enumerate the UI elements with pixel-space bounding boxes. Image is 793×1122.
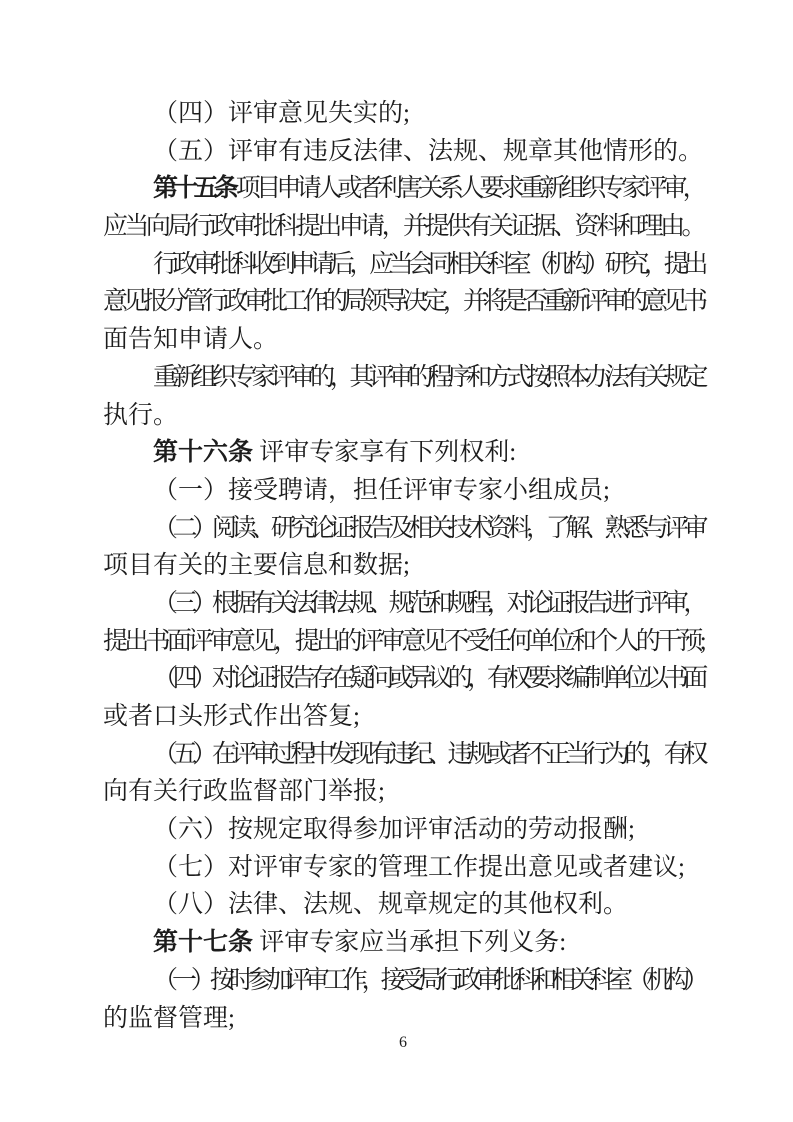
text-line [103, 170, 703, 208]
text-line [103, 849, 703, 887]
text-line [103, 623, 703, 661]
text-line [103, 1000, 703, 1038]
text-line [103, 924, 703, 962]
text-line-content [153, 246, 703, 284]
text-line-content [103, 547, 410, 585]
article-number: 第十六条 [153, 439, 254, 467]
text-line-content [153, 660, 703, 698]
text-line-content [153, 924, 566, 962]
text-segment: 向有关行政监督部门举报; [103, 778, 385, 806]
text-segment: 项目申请人或者利害关系人要求重新组织专家评审， [234, 175, 703, 203]
text-line-content [103, 698, 360, 736]
text-line [103, 283, 703, 321]
text-line [103, 397, 703, 435]
text-line [103, 660, 703, 698]
text-segment: （一）按时参加评审工作，接受局行政审批科和相关科室（机构） [153, 966, 703, 994]
text-segment: 评审专家应当承担下列义务: [253, 929, 567, 957]
text-segment: 应当向局行政审批科提出申请，并提供有关证据、资料和理由。 [103, 213, 703, 241]
text-segment: 或者口头形式作出答复; [103, 703, 360, 730]
text-line-content [153, 886, 628, 924]
article-number: 第十五条 [153, 175, 235, 203]
text-line-content [153, 133, 703, 171]
text-line [103, 962, 703, 1000]
text-line [103, 133, 703, 171]
text-line [103, 547, 703, 585]
text-line [103, 886, 703, 924]
document-body [103, 95, 703, 1037]
text-line [103, 321, 703, 359]
text-segment: 提出书面评审意见，提出的评审意见不受任何单位和个人的干预; [103, 627, 703, 655]
text-line [103, 510, 703, 548]
text-line-content [153, 359, 703, 397]
text-segment: 意见报分管行政审批工作的局领导决定，并将是否重新评审的意见书 [103, 288, 703, 316]
text-segment: 项目有关的主要信息和数据; [103, 552, 410, 580]
text-line-content [103, 1000, 235, 1038]
text-segment: （五）评审有违反法律、法规、规章其他情形的。 [153, 137, 703, 165]
text-line-content [153, 510, 703, 548]
text-segment: 重新组织专家评审的，其评审的程序和方式按照本办法有关规定 [153, 363, 703, 391]
text-line-content [103, 397, 178, 435]
page-number: 6 [399, 1034, 407, 1051]
text-line [103, 95, 703, 133]
text-line [103, 472, 703, 510]
text-line [103, 773, 703, 811]
text-line [103, 246, 703, 284]
text-segment: （四）对论证报告存在疑问或异议的，有权要求编制单位以书面 [153, 665, 703, 693]
text-segment: （一）接受聘请，担任评审专家小组成员; [153, 476, 610, 504]
text-line [103, 698, 703, 736]
text-segment: （五）在评审过程中发现有违纪、违规或者不正当行为的，有权 [153, 740, 703, 768]
text-segment: （七）对评审专家的管理工作提出意见或者建议; [153, 853, 685, 881]
text-line-content [103, 623, 703, 661]
text-line [103, 585, 703, 623]
text-segment: （三）根据有关法律法规、规范和规程，对论证报告进行评审， [153, 589, 703, 617]
text-line-content [103, 283, 703, 321]
article-number: 第十七条 [153, 929, 254, 957]
text-line [103, 359, 703, 397]
text-segment: （六）按规定取得参加评审活动的劳动报酬; [153, 816, 635, 844]
text-segment: （二）阅读、研究论证报告及相关技术资料，了解、熟悉与评审 [153, 514, 703, 542]
text-segment: （四）评审意见失实的; [153, 100, 410, 127]
text-line-content [153, 811, 635, 849]
text-segment: 行政审批科收到申请后，应当会同相关科室（机构）研究，提出 [153, 250, 703, 278]
text-segment: 的监督管理; [103, 1004, 235, 1032]
text-line [103, 811, 703, 849]
text-line-content [103, 208, 703, 246]
text-line [103, 434, 703, 472]
text-line [103, 736, 703, 774]
text-line-content [103, 321, 278, 359]
text-line-content [153, 736, 703, 774]
text-line-content [153, 95, 410, 133]
text-line-content [153, 962, 703, 1000]
text-segment: 面告知申请人。 [103, 326, 279, 354]
text-line [103, 208, 703, 246]
text-line-content [153, 849, 685, 887]
text-line-content [153, 585, 703, 623]
text-segment: （八）法律、法规、规章规定的其他权利。 [153, 891, 629, 919]
text-line-content [103, 773, 385, 811]
text-segment: 执行。 [103, 401, 179, 429]
text-segment: 评审专家享有下列权利: [253, 439, 517, 467]
text-line-content [153, 434, 516, 472]
text-line-content [153, 170, 703, 208]
text-line-content [153, 472, 610, 510]
